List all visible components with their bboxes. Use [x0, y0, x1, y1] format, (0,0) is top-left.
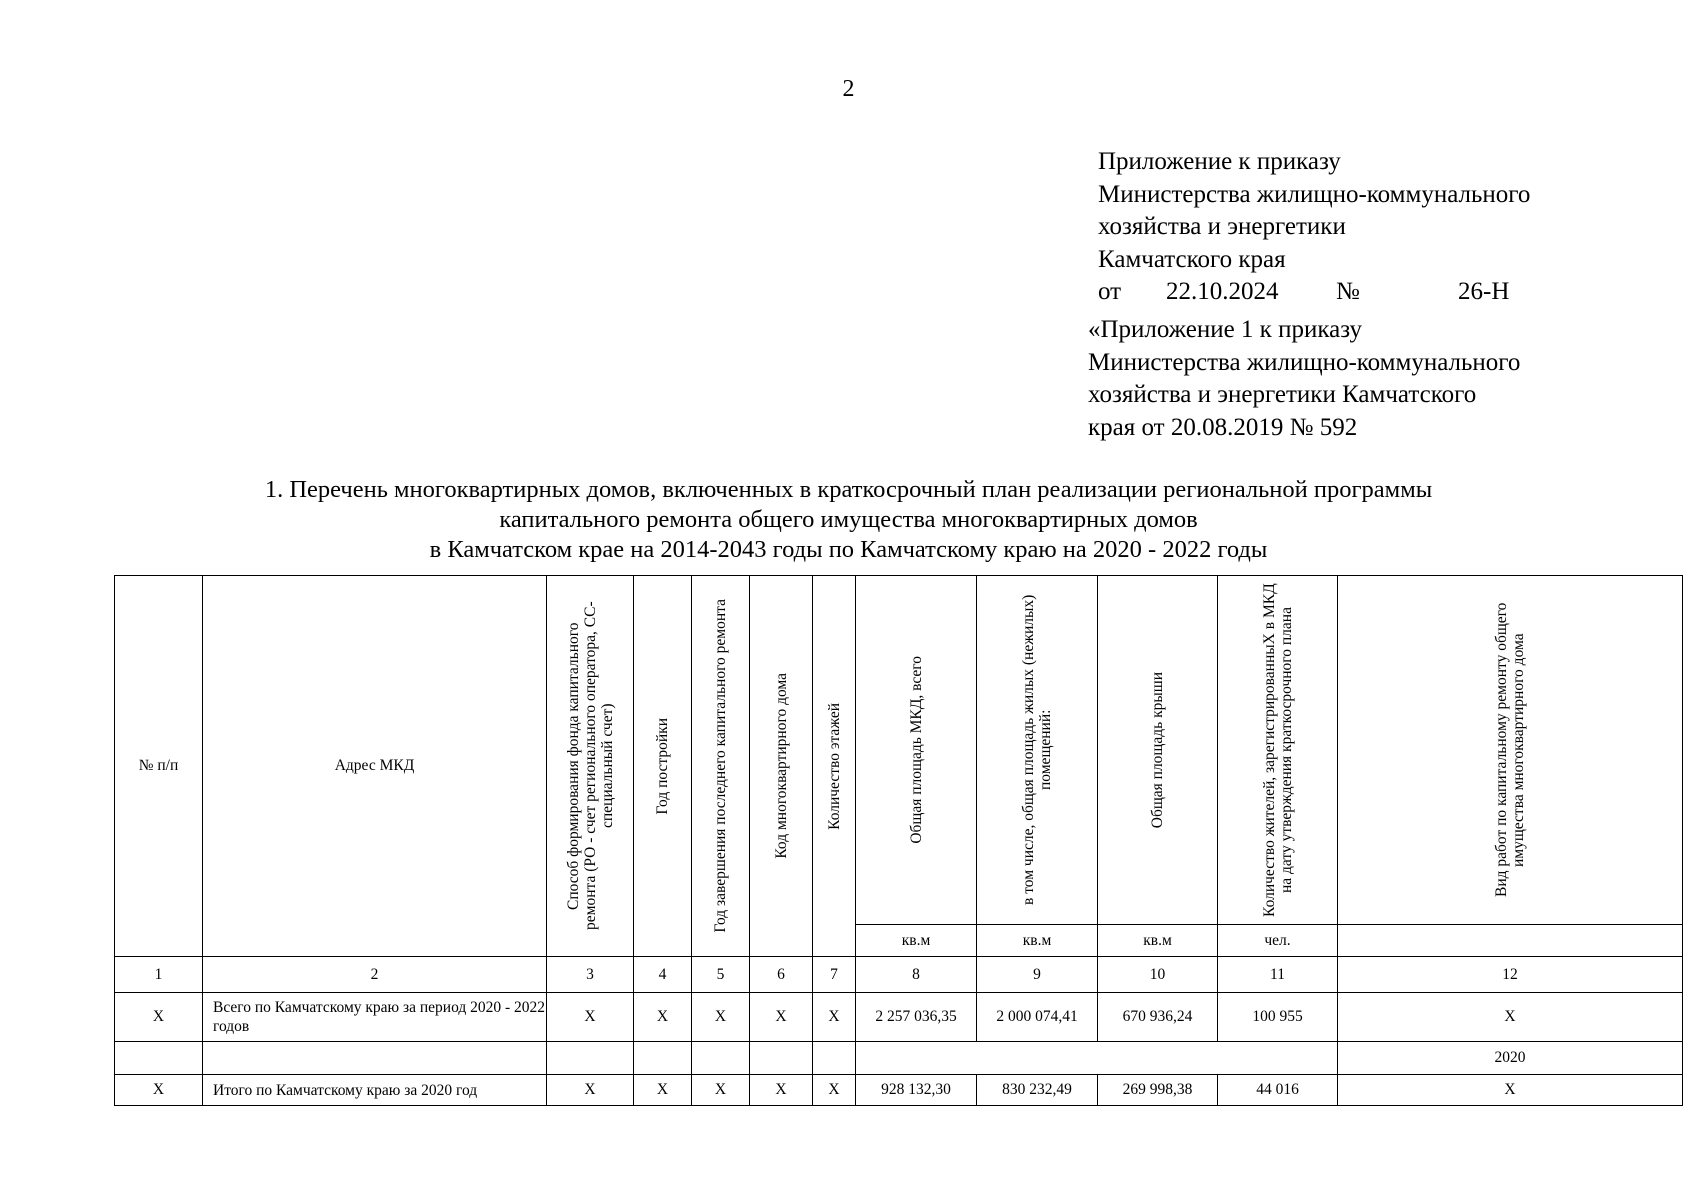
cell-empty [547, 1042, 634, 1075]
page-number: 2 [842, 76, 855, 102]
cell-roof-area: 269 998,38 [1098, 1075, 1218, 1106]
header-label: Общая площадь крыши [1149, 671, 1166, 829]
appendix-line: края от 20.08.2019 № 592 [1088, 413, 1358, 441]
header-floors [813, 576, 856, 957]
column-number: 4 [634, 957, 692, 993]
order-date-number [1098, 276, 1530, 309]
column-number: 3 [547, 957, 634, 993]
cell-num: Х [115, 1075, 203, 1106]
previous-appendix-block [1088, 314, 1520, 444]
cell-year: 2020 [1338, 1042, 1683, 1075]
header-label: Способ формирования фонда капитального ремонта (РО - счет регионального оператора, СС- специальный счет) [564, 601, 616, 931]
header-label: в том числе, общая площадь жилых (нежилых) помещений: [1020, 594, 1054, 906]
appendix-line: Камчатского края [1098, 245, 1286, 273]
cell-empty [750, 1042, 813, 1075]
header-fund-method [547, 576, 634, 957]
cell-work-type: Х [1338, 1075, 1683, 1106]
cell-living-area: 830 232,49 [977, 1075, 1098, 1106]
document-title [0, 475, 1697, 565]
column-number: 2 [203, 957, 547, 993]
column-number: 1 [115, 957, 203, 993]
table-row-year [115, 1042, 1683, 1075]
appendix-line: Министерства жилищно-коммунального [1088, 348, 1521, 376]
cell-build-year: Х [634, 1075, 692, 1106]
header-label: Код многоквартирного дома [772, 673, 790, 859]
from-label: от [1098, 278, 1122, 305]
appendix-block [1098, 146, 1530, 309]
header-house-code [750, 576, 813, 957]
title-line: 1. Перечень многоквартирных домов, включенных в краткосрочный план реализации региональной программы [264, 476, 1433, 503]
unit-cell: кв.м [1098, 925, 1218, 957]
order-date: 22.10.2024 [1166, 278, 1279, 305]
header-label: Количество этажей [825, 702, 843, 830]
column-number: 8 [856, 957, 977, 993]
header-total-area [856, 576, 977, 925]
header-label: Общая площадь МКД, всего [907, 656, 925, 844]
header-row [115, 576, 1683, 925]
table-row-total [115, 993, 1683, 1042]
header-last-repair-year [692, 576, 750, 957]
header-work-type [1338, 576, 1683, 925]
unit-cell: кв.м [856, 925, 977, 957]
appendix-line: «Приложение 1 к приказу [1088, 316, 1363, 343]
cell-last-repair-year: Х [692, 993, 750, 1042]
unit-cell: чел. [1218, 925, 1338, 957]
cell-house-code: Х [750, 1075, 813, 1106]
cell-last-repair-year: Х [692, 1075, 750, 1106]
header-label: Год постройки [654, 717, 671, 815]
cell-fund-method: Х [547, 1075, 634, 1106]
unit-cell: кв.м [977, 925, 1098, 957]
cell-address: Всего по Камчатскому краю за период 2020 - 2022 годов [203, 993, 547, 1042]
cell-work-type: Х [1338, 993, 1683, 1042]
order-number: 26-Н [1458, 278, 1510, 305]
header-living-area [977, 576, 1098, 925]
header-address: Адрес МКД [203, 576, 547, 957]
title-line: в Камчатском крае на 2014-2043 годы по Камчатскому краю на 2020 - 2022 годы [429, 536, 1268, 563]
cell-address: Итого по Камчатскому краю за 2020 год [203, 1075, 547, 1106]
cell-num: Х [115, 993, 203, 1042]
cell-empty [203, 1042, 547, 1075]
cell-total-area: 2 257 036,35 [856, 993, 977, 1042]
header-label: Количество жителей, зарегистрированныХ в МКД на дату утверждения краткосрочного плана [1260, 583, 1295, 917]
appendix-line: Приложение к приказу [1098, 148, 1341, 175]
cell-build-year: Х [634, 993, 692, 1042]
column-number: 9 [977, 957, 1098, 993]
table-row-subtotal [115, 1075, 1683, 1106]
column-number: 10 [1098, 957, 1218, 993]
appendix-line: хозяйства и энергетики Камчатского [1088, 381, 1477, 408]
number-sign: № [1336, 278, 1360, 305]
cell-empty-merged [856, 1042, 1338, 1075]
cell-floors: Х [813, 993, 856, 1042]
cell-living-area: 2 000 074,41 [977, 993, 1098, 1042]
cell-empty [115, 1042, 203, 1075]
cell-residents: 100 955 [1218, 993, 1338, 1042]
header-label: Год завершения последнего капитального ремонта [712, 599, 729, 933]
cell-empty [813, 1042, 856, 1075]
column-number: 6 [750, 957, 813, 993]
cell-house-code: Х [750, 993, 813, 1042]
header-roof-area [1098, 576, 1218, 925]
column-number: 11 [1218, 957, 1338, 993]
column-number: 12 [1338, 957, 1683, 993]
cell-empty [692, 1042, 750, 1075]
title-line: капитального ремонта общего имущества многоквартирных домов [499, 506, 1198, 533]
header-build-year [634, 576, 692, 957]
cell-floors: Х [813, 1075, 856, 1106]
appendix-line: хозяйства и энергетики [1098, 213, 1346, 240]
cell-residents: 44 016 [1218, 1075, 1338, 1106]
column-numbers-row [115, 957, 1683, 993]
column-number: 7 [813, 957, 856, 993]
cell-roof-area: 670 936,24 [1098, 993, 1218, 1042]
header-label: Вид работ по капитальному ремонту общего имущества многоквартирного дома [1493, 602, 1527, 898]
unit-cell-empty [1338, 925, 1683, 957]
header-residents [1218, 576, 1338, 925]
houses-table [114, 575, 1683, 1106]
column-number: 5 [692, 957, 750, 993]
cell-empty [634, 1042, 692, 1075]
cell-total-area: 928 132,30 [856, 1075, 977, 1106]
cell-fund-method: Х [547, 993, 634, 1042]
appendix-line: Министерства жилищно-коммунального [1098, 180, 1531, 208]
header-num: № п/п [115, 576, 203, 957]
